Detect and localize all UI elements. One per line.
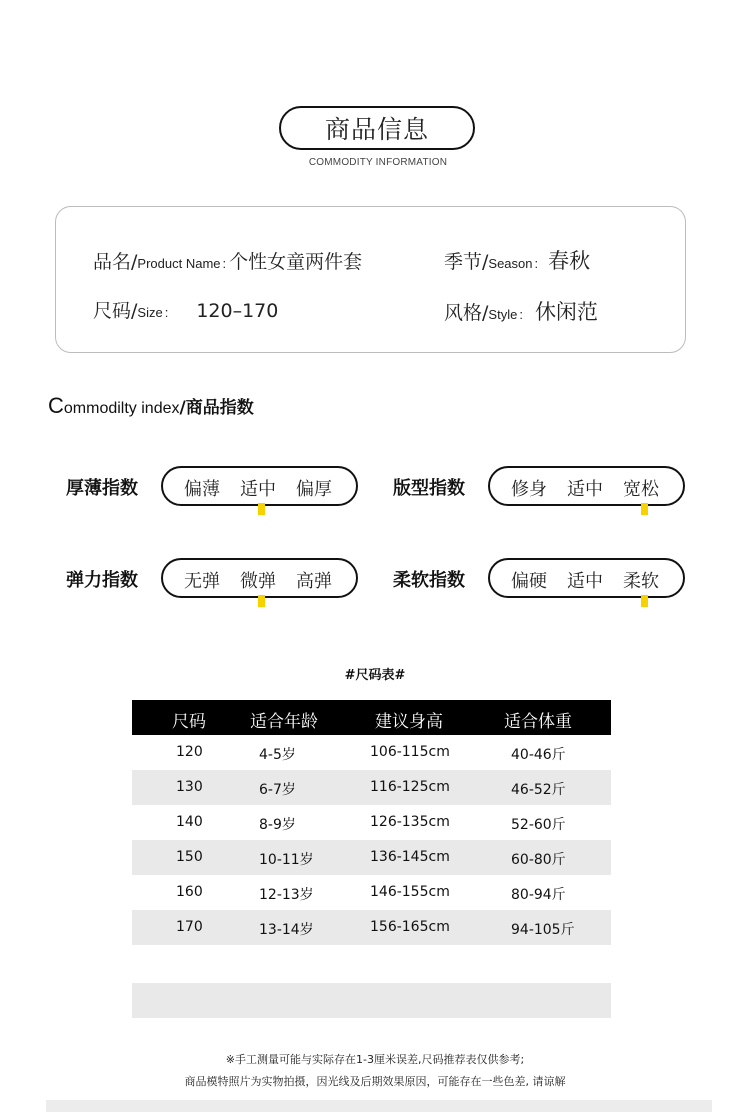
- color-difference-note: 商品模特照片为实物拍摄，因光线及后期效果原因，可能存在一些色差, 请谅解: [184, 1075, 566, 1088]
- measurement-note: ※手工测量可能与实际存在1-3厘米误差,尺码推荐表仅供参考;: [225, 1053, 525, 1066]
- header-weight: 适合体重: [504, 712, 572, 732]
- style-field: [444, 296, 598, 326]
- elasticity-option-high: 高弹: [296, 571, 332, 592]
- fit-option-slim: 修身: [511, 479, 547, 500]
- size-table: [132, 700, 611, 945]
- cell-weight: 80-94斤: [511, 887, 566, 903]
- season-sep: :: [534, 256, 539, 271]
- softness-index-scale: [488, 558, 685, 598]
- season-label: 季节/: [444, 251, 489, 273]
- commodity-index-heading: [48, 393, 254, 419]
- cell-age: 12-13岁: [259, 887, 314, 903]
- cell-height: 146-155cm: [370, 884, 450, 900]
- cell-height: 126-135cm: [370, 814, 450, 830]
- size-sep: :: [164, 305, 169, 320]
- thickness-index-label: 厚薄指数: [66, 478, 138, 499]
- size-value: 120–170: [196, 300, 279, 322]
- cell-size: 170: [176, 919, 203, 935]
- cell-weight: 40-46斤: [511, 747, 566, 763]
- style-label: 风格/: [444, 302, 489, 324]
- season-value: 春秋: [548, 249, 591, 273]
- table-row: [132, 840, 611, 875]
- softness-option-medium: 适中: [567, 571, 603, 592]
- cell-height: 156-165cm: [370, 919, 450, 935]
- cell-weight: 52-60斤: [511, 817, 566, 833]
- product-name-value: 个性女童两件套: [229, 251, 363, 273]
- cell-age: 6-7岁: [259, 782, 296, 798]
- fit-option-regular: 适中: [567, 479, 603, 500]
- cell-size: 130: [176, 779, 203, 795]
- section-subtitle: COMMODITY INFORMATION: [308, 157, 448, 168]
- fit-index-label: 版型指数: [393, 478, 465, 499]
- elasticity-selected-marker: [258, 595, 265, 607]
- fit-index-scale: [488, 466, 685, 506]
- header-age: 适合年龄: [250, 712, 318, 732]
- size-label: 尺码/: [93, 300, 138, 322]
- softness-option-soft: 柔软: [623, 571, 659, 592]
- size-field: [93, 296, 278, 323]
- cell-age: 8-9岁: [259, 817, 296, 833]
- style-sep: :: [519, 307, 523, 322]
- product-name-label: 品名/: [93, 251, 138, 273]
- bottom-divider: [46, 1100, 712, 1112]
- elasticity-option-slight: 微弹: [240, 571, 276, 592]
- cell-height: 106-115cm: [370, 744, 450, 760]
- softness-option-hard: 偏硬: [511, 571, 547, 592]
- table-row: [132, 875, 611, 910]
- table-row: [132, 735, 611, 770]
- thickness-option-thick: 偏厚: [296, 479, 332, 500]
- season-field: [444, 245, 590, 275]
- product-name-en-label: Product Name: [137, 256, 221, 271]
- table-row: [132, 910, 611, 945]
- thickness-index-scale: [161, 466, 358, 506]
- cell-size: 120: [176, 744, 203, 760]
- cell-height: 116-125cm: [370, 779, 450, 795]
- header-size: 尺码: [172, 712, 206, 732]
- heading-english: ommodilty index: [63, 400, 180, 417]
- thickness-option-thin: 偏薄: [184, 479, 220, 500]
- table-row: [132, 770, 611, 805]
- size-table-header: [132, 700, 611, 735]
- section-title: 商品信息: [324, 115, 429, 144]
- cell-size: 140: [176, 814, 203, 830]
- thickness-selected-marker: [258, 503, 265, 515]
- size-table-title: #尺码表#: [344, 668, 406, 683]
- heading-initial: C: [48, 393, 64, 418]
- cell-weight: 94-105斤: [511, 922, 575, 938]
- softness-index-label: 柔软指数: [393, 570, 465, 591]
- thickness-option-medium: 适中: [240, 479, 276, 500]
- size-en-label: Size: [137, 305, 163, 320]
- softness-selected-marker: [641, 595, 648, 607]
- cell-age: 4-5岁: [259, 747, 296, 763]
- cell-weight: 60-80斤: [511, 852, 566, 868]
- cell-size: 160: [176, 884, 203, 900]
- cell-size: 150: [176, 849, 203, 865]
- product-info-card: [55, 206, 686, 353]
- season-en-label: Season: [488, 256, 533, 271]
- fit-selected-marker: [641, 503, 648, 515]
- product-name-sep: :: [222, 256, 227, 271]
- cell-weight: 46-52斤: [511, 782, 566, 798]
- cell-age: 10-11岁: [259, 852, 314, 868]
- empty-table-row: [132, 983, 611, 1018]
- section-title-pill: [279, 106, 475, 150]
- elasticity-index-label: 弹力指数: [66, 570, 138, 591]
- elasticity-index-scale: [161, 558, 358, 598]
- style-value: 休闲范: [534, 300, 598, 324]
- cell-age: 13-14岁: [259, 922, 314, 938]
- product-name-field: [93, 247, 362, 274]
- header-height: 建议身高: [375, 712, 443, 732]
- heading-chinese: /商品指数: [179, 398, 254, 418]
- elasticity-option-none: 无弹: [184, 571, 220, 592]
- style-en-label: Style: [488, 307, 518, 322]
- cell-height: 136-145cm: [370, 849, 450, 865]
- table-row: [132, 805, 611, 840]
- fit-option-loose: 宽松: [623, 479, 659, 500]
